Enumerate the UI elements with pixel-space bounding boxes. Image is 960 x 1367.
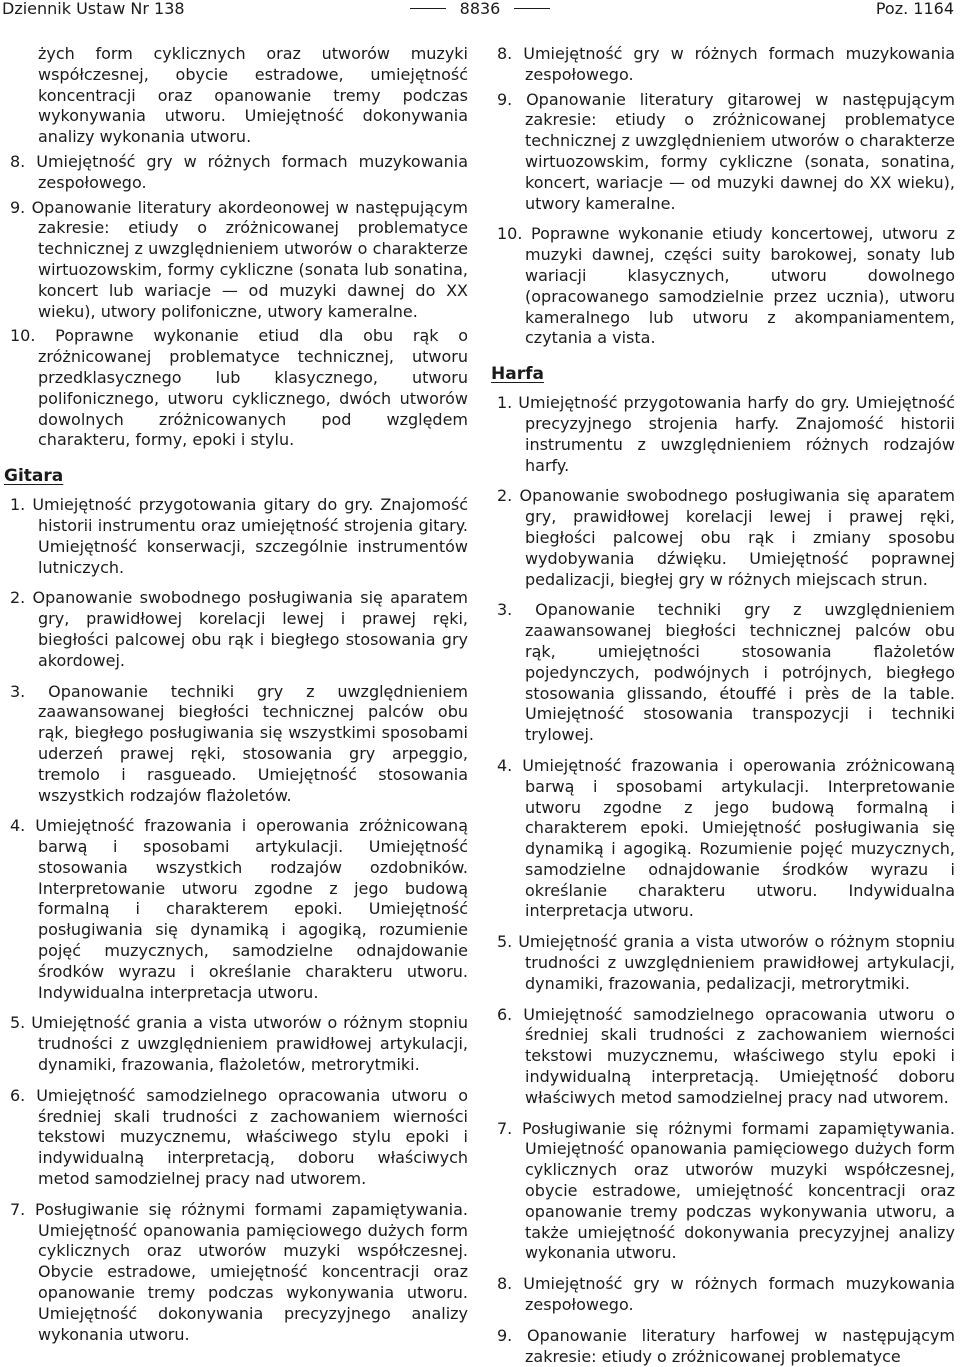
- list-item: 7. Posługiwanie się różnymi formami zapamiętywania. Umiejętność opanowania pamięciowego dużych form cyklicznych oraz utworów muzyki współczesnej, obycie estradowe, umiejętność koncentracji oraz opanowanie tremy podczas wykonywania utworu, a także umiejętność dokonywania precyzyjnej analizy wykonania utworu.: [497, 1118, 955, 1263]
- list-item: 6. Umiejętność samodzielnego opracowania utworu o średniej skali trudności z zachowaniem wierności tekstowi muzycznemu, właściwego stylu epoki i indywidualną interpretacją. Umiejętność doboru właściwych metod samodzielnej pracy nad utworem.: [497, 1004, 955, 1107]
- list-item: 7. Posługiwanie się różnymi formami zapamiętywania. Umiejętność opanowania pamięciowego dużych form cyklicznych oraz utworów muzyki współczesnej. Obycie estradowe, umiejętność koncentracji oraz opanowanie tremy podczas wykonywania utworu. Umiejętność dokonywania precyzyjnego analizy wykonania utworu.: [10, 1199, 468, 1344]
- list-item: 2. Opanowanie swobodnego posługiwania się aparatem gry, prawidłowej korelacji lewej i prawej ręki, biegłości palcowej obu rąk i zmiany sposobu wydobywania dźwięku. Umiejętność poprawnej pedalizacji, biegłej gry w różnych miejscach strun.: [497, 486, 955, 589]
- left-column: [4, 44, 468, 1345]
- list-item: 9. Opanowanie literatury harfowej w następującym zakresie: etiudy o zróżnicowanej problematyce: [497, 1325, 955, 1366]
- page-number-block: [0, 0, 960, 18]
- list-item: 2. Opanowanie swobodnego posługiwania się aparatem gry, prawidłowej korelacji lewej i prawej ręki, biegłości palcowej obu rąk i biegłego stosowania gry akordowej.: [10, 588, 468, 670]
- dash-right: [514, 8, 550, 9]
- list-item: 6. Umiejętność samodzielnego opracowania utworu o średniej skali trudności z zachowaniem wierności tekstowi muzycznemu, właściwego stylu epoki i indywidualną interpretacją, doboru właściwych metod samodzielnej pracy nad utworem.: [10, 1085, 468, 1189]
- list-item: 8. Umiejętność gry w różnych formach muzykowania zespołowego.: [10, 151, 468, 192]
- list-item: 10. Poprawne wykonanie etiud dla obu rąk o zróżnicowanej problematyce technicznej, utworu przedklasycznego lub klasycznego, utworu polifonicznego, utworu cyklicznego, dwóch utworów dowolnych zróżnicowanych pod względem charakteru, formy, epoki i stylu.: [10, 326, 468, 450]
- right-column: [491, 44, 955, 1367]
- page-header: [0, 0, 960, 20]
- list-item: 3. Opanowanie techniki gry z uwzględnieniem zaawansowanej biegłości technicznej palców obu rąk, biegłego posługiwania się wszystkimi sposobami uderzeń prawej ręki, stosowania gry arpeggio, tremolo i rasgueado. Umiejętność stosowania wszystkich rodzajów flażoletów.: [10, 681, 468, 805]
- list-item: 10. Poprawne wykonanie etiudy koncertowej, utworu z muzyki dawnej, części suity barokowej, sonaty lub wariacji klasycznych, utworu dowolnego (opracowanego samodzielnie przez ucznia), utworu kameralnego lub utworu z akompaniamentem, czytania a vista.: [497, 224, 955, 348]
- list-item: 3. Opanowanie techniki gry z uwzględnieniem zaawansowanej biegłości technicznej palców obu rąk, umiejętności stosowania flażoletów pojedynczych, podwójnych i potrójnych, biegłego stosowania glissando, étouffé i près de la table. Umiejętność stosowania transpozycji i techniki trylowej.: [497, 600, 955, 745]
- list-item: 1. Umiejętność przygotowania harfy do gry. Umiejętność precyzyjnego strojenia harfy. Znajomość historii instrumentu z uwzględnieniem różnych rodzajów harfy.: [497, 393, 955, 475]
- page-number: 8836: [459, 0, 501, 18]
- list-item: 4. Umiejętność frazowania i operowania zróżnicowaną barwą i sposobami artykulacji. Umiejętność stosowania wszystkich rodzajów ozdobników. Interpretowanie utworu zgodne z jego budową formalną i charakterem epoki. Umiejętność posługiwania się dynamiką i agogiką, rozumienie pojęć muzycznych, samodzielne odnajdowanie środków wyrazu i określanie charakteru utworu. Indywidualna interpretacja utworu.: [10, 816, 468, 1002]
- list-item: 9. Opanowanie literatury akordeonowej w następującym zakresie: etiudy o zróżnicowanej problematyce technicznej z uwzględnieniem utworów o charakterze wirtuozowskim, formy cykliczne (sonata lub sonatina, koncert lub wariacje — od muzyki dawnej do XX wieku), utwory polifoniczne, utwory kameralne.: [10, 197, 468, 321]
- dash-left: [410, 8, 446, 9]
- continuation-paragraph: żych form cyklicznych oraz utworów muzyki współczesnej, obycie estradowe, umiejętność koncentracji oraz opanowanie tremy podczas wykonywania utworu. Umiejętność dokonywania analizy wykonania utworu.: [38, 44, 468, 147]
- list-item: 5. Umiejętność grania a vista utworów o różnym stopniu trudności z uwzględnieniem prawidłowej artykulacji, dynamiki, frazowania, pedalizacji, metrorytmiki.: [497, 932, 955, 993]
- list-item: 9. Opanowanie literatury gitarowej w następującym zakresie: etiudy o zróżnicowanej problematyce technicznej z uwzględnieniem utworów o charakterze wirtuozowskim, formy cykliczne (sonata, sonatina, koncert, wariacje — od muzyki dawnej do XX wieku), utwory kameralne.: [497, 89, 955, 213]
- journal-title: Dziennik Ustaw Nr 138: [2, 0, 185, 18]
- section-heading-gitara: Gitara: [4, 466, 64, 487]
- position-number: Poz. 1164: [875, 0, 954, 18]
- list-item: 8. Umiejętność gry w różnych formach muzykowania zespołowego.: [497, 44, 955, 84]
- list-item: 4. Umiejętność frazowania i operowania zróżnicowaną barwą i sposobami artykulacji. Interpretowanie utworu zgodne z jego budową formalną i charakterem epoki. Umiejętność posługiwania się dynamiką i agogiką. Rozumienie pojęć muzycznych, samodzielne odnajdowanie środków wyrazu i określanie charakteru utworu. Indywidualna interpretacja utworu.: [497, 755, 955, 921]
- list-item: 1. Umiejętność przygotowania gitary do gry. Znajomość historii instrumentu oraz umiejętność strojenia gitary. Umiejętność konserwacji, szczególnie instrumentów lutniczych.: [10, 495, 468, 577]
- section-heading-harfa: Harfa: [491, 364, 544, 385]
- list-item: 8. Umiejętność gry w różnych formach muzykowania zespołowego.: [497, 1274, 955, 1315]
- list-item: 5. Umiejętność grania a vista utworów o różnym stopniu trudności z uwzględnieniem prawidłowej artykulacji, dynamiki, frazowania, flażoletów, metrorytmiki.: [10, 1013, 468, 1075]
